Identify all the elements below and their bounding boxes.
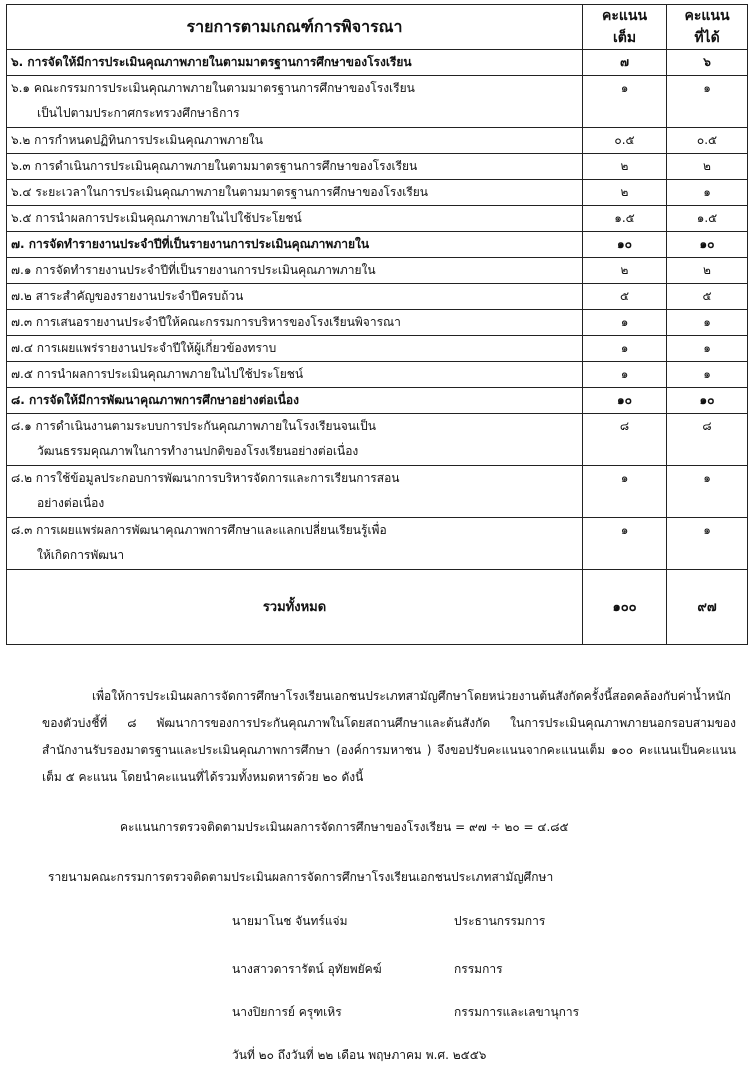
criteria-text: ๗. การจัดทำรายงานประจำปีที่เป็นรายงานการประเมินคุณภาพภายใน xyxy=(11,237,370,251)
criteria-cell xyxy=(7,336,583,362)
received-score-cell: ๑.๕ xyxy=(667,206,748,232)
table-row xyxy=(7,128,748,154)
full-score-cell: ๑ xyxy=(583,76,667,128)
criteria-cell xyxy=(7,128,583,154)
total-label: รวมทั้งหมด xyxy=(7,570,583,645)
table-row xyxy=(7,310,748,336)
criteria-text: ๗.๔ การเผยแพร่รายงานประจำปีให้ผู้เกี่ยวข้องทราบ xyxy=(11,341,277,355)
table-row xyxy=(7,206,748,232)
full-score-header-line1: คะแนน xyxy=(601,8,648,24)
received-score-cell: ๑ xyxy=(667,310,748,336)
full-score-cell: ๑ xyxy=(583,466,667,518)
criteria-text: ๘.๑ การดำเนินงานตามระบบการประกันคุณภาพภายในโรงเรียนจนเป็น xyxy=(11,419,376,433)
criteria-text: วัฒนธรรมคุณภาพในการทำงานปกติของโรงเรียนอย่างต่อเนื่อง xyxy=(37,444,359,458)
member-name: นางปิยการย์ ครุฑเหิร xyxy=(232,1005,342,1019)
full-score-header-line2: เต็ม xyxy=(612,30,637,46)
section-row xyxy=(7,388,748,414)
criteria-cell xyxy=(7,284,583,310)
criteria-text: ๖.๒ การกำหนดปฏิทินการประเมินคุณภาพภายใน xyxy=(11,133,263,147)
criteria-cell xyxy=(7,362,583,388)
total-row xyxy=(7,570,748,645)
full-score-cell: ๑ xyxy=(583,336,667,362)
criteria-text: ๗.๓ การเสนอรายงานประจำปีให้คณะกรรมการบริหารของโรงเรียนพิจารณา xyxy=(11,315,401,329)
member-name: นางสาวดารารัตน์ อุทัยพยัคฆ์ xyxy=(232,962,382,976)
criteria-text: ๗.๑ การจัดทำรายงานประจำปีที่เป็นรายงานการประเมินคุณภาพภายใน xyxy=(11,263,376,277)
table-row xyxy=(7,284,748,310)
full-score-cell: ๒ xyxy=(583,180,667,206)
received-score-header xyxy=(667,5,748,50)
section-row xyxy=(7,50,748,76)
member-role: ประธานกรรมการ xyxy=(454,914,546,928)
received-score-cell: ๐.๕ xyxy=(667,128,748,154)
member-role: กรรมการ xyxy=(454,962,503,976)
received-score-cell: ๒ xyxy=(667,258,748,284)
total-received-score: ๙๗ xyxy=(667,570,748,645)
evaluation-date: วันที่ ๒๐ ถึงวันที่ ๒๒ เดือน พฤษภาคม พ.ศ. ๒๕๕๖ xyxy=(232,1048,487,1062)
criteria-cell xyxy=(7,518,583,570)
full-score-cell: ๑๐ xyxy=(583,232,667,258)
criteria-cell xyxy=(7,310,583,336)
received-score-cell: ๑ xyxy=(667,466,748,518)
table-row xyxy=(7,336,748,362)
full-score-cell: ๒ xyxy=(583,258,667,284)
received-score-cell: ๑ xyxy=(667,336,748,362)
criteria-text: ๘.๒ การใช้ข้อมูลประกอบการพัฒนาการบริหารจัดการและการเรียนการสอน xyxy=(11,471,400,485)
member-role: กรรมการและเลขานุการ xyxy=(454,1005,580,1019)
criteria-text: ๗.๕ การนำผลการประเมินคุณภาพภายในไปใช้ประโยชน์ xyxy=(11,367,304,381)
table-row xyxy=(7,518,748,570)
criteria-cell xyxy=(7,206,583,232)
received-score-header-line2: ที่ได้ xyxy=(694,30,720,46)
received-score-cell: ๑๐ xyxy=(667,232,748,258)
criteria-cell xyxy=(7,258,583,284)
table-header-row xyxy=(7,5,748,50)
table-row xyxy=(7,362,748,388)
received-score-header-line1: คะแนน xyxy=(684,8,730,24)
committee-title: รายนามคณะกรรมการตรวจติดตามประเมินผลการจัดการศึกษาโรงเรียนเอกชนประเภทสามัญศึกษา xyxy=(48,870,554,884)
received-score-cell: ๖ xyxy=(667,50,748,76)
received-score-cell: ๑๐ xyxy=(667,388,748,414)
criteria-cell xyxy=(7,50,583,76)
explanation-text: เพื่อให้การประเมินผลการจัดการศึกษาโรงเรียนเอกชนประเภทสามัญศึกษาโดยหน่วยงานต้นสังกัดครั้งนี้สอดคล้องกับค่าน้ำหนักของตัวบ่งชี้ที่ ๘ พัฒนาการของการประกันคุณภาพในโดยสถานศึกษาและต้นสังกัด ในการประเมินคุณภาพภายนอกรอบสามของสำนักงานรับรองมาตรฐานและประเมินคุณภาพการศึกษา (องค์การมหาชน ) จึงขอปรับคะแนนจากคะแนนเต็ม ๑๐๐ คะแนนเป็นคะแนนเต็ม ๕ คะแนน โดยนำคะแนนที่ได้รวมทั้งหมดหารด้วย ๒๐ ดังนี้ xyxy=(42,689,736,784)
member-name: นายมาโนช จันทร์แจ่ม xyxy=(232,914,348,928)
criteria-cell xyxy=(7,414,583,466)
committee-member xyxy=(232,912,712,931)
full-score-cell: ๗ xyxy=(583,50,667,76)
criteria-text: ๖.๑ คณะกรรมการประเมินคุณภาพภายในตามมาตรฐานการศึกษาของโรงเรียน xyxy=(11,81,415,95)
full-score-cell: ๑๐ xyxy=(583,388,667,414)
criteria-cell xyxy=(7,76,583,128)
criteria-text: อย่างต่อเนื่อง xyxy=(37,496,105,510)
committee-member xyxy=(232,960,712,979)
section-row xyxy=(7,232,748,258)
criteria-text: ๖.๓ การดำเนินการประเมินคุณภาพภายในตามมาตรฐานการศึกษาของโรงเรียน xyxy=(11,159,418,173)
table-row xyxy=(7,258,748,284)
criteria-text: ๖.๔ ระยะเวลาในการประเมินคุณภาพภายในตามมาตรฐานการศึกษาของโรงเรียน xyxy=(11,185,428,199)
full-score-header xyxy=(583,5,667,50)
received-score-cell: ๘ xyxy=(667,414,748,466)
received-score-cell: ๑ xyxy=(667,518,748,570)
criteria-text: เป็นไปตามประกาศกระทรวงศึกษาธิการ xyxy=(37,106,240,120)
criteria-text: ๗.๒ สาระสำคัญของรายงานประจำปีครบถ้วน xyxy=(11,289,244,303)
full-score-cell: ๐.๕ xyxy=(583,128,667,154)
criteria-text: ๘.๓ การเผยแพร่ผลการพัฒนาคุณภาพการศึกษาและแลกเปลี่ยนเรียนรู้เพื่อ xyxy=(11,523,387,537)
full-score-cell: ๑ xyxy=(583,518,667,570)
criteria-cell xyxy=(7,388,583,414)
table-row xyxy=(7,414,748,466)
full-score-cell: ๑ xyxy=(583,362,667,388)
explanation-paragraph xyxy=(42,683,736,791)
criteria-header: รายการตามเกณฑ์การพิจารณา xyxy=(7,5,583,50)
full-score-cell: ๑.๕ xyxy=(583,206,667,232)
full-score-cell: ๒ xyxy=(583,154,667,180)
table-row xyxy=(7,466,748,518)
criteria-text: ๖. การจัดให้มีการประเมินคุณภาพภายในตามมาตรฐานการศึกษาของโรงเรียน xyxy=(11,55,412,69)
criteria-text: ๘. การจัดให้มีการพัฒนาคุณภาพการศึกษาอย่างต่อเนื่อง xyxy=(11,393,299,407)
received-score-cell: ๕ xyxy=(667,284,748,310)
full-score-cell: ๑ xyxy=(583,310,667,336)
criteria-cell xyxy=(7,154,583,180)
criteria-cell xyxy=(7,232,583,258)
full-score-cell: ๘ xyxy=(583,414,667,466)
score-table xyxy=(6,4,748,645)
full-score-cell: ๕ xyxy=(583,284,667,310)
table-row xyxy=(7,180,748,206)
score-formula: คะแนนการตรวจติดตามประเมินผลการจัดการศึกษาของโรงเรียน = ๙๗ ÷ ๒๐ = ๔.๘๕ xyxy=(120,820,569,834)
received-score-cell: ๒ xyxy=(667,154,748,180)
criteria-text: ๖.๕ การนำผลการประเมินคุณภาพภายในไปใช้ประโยชน์ xyxy=(11,211,302,225)
received-score-cell: ๑ xyxy=(667,180,748,206)
committee-member xyxy=(232,1003,712,1022)
criteria-cell xyxy=(7,180,583,206)
criteria-text: ให้เกิดการพัฒนา xyxy=(37,548,125,562)
received-score-cell: ๑ xyxy=(667,76,748,128)
received-score-cell: ๑ xyxy=(667,362,748,388)
criteria-cell xyxy=(7,466,583,518)
total-full-score: ๑๐๐ xyxy=(583,570,667,645)
table-row xyxy=(7,76,748,128)
table-row xyxy=(7,154,748,180)
